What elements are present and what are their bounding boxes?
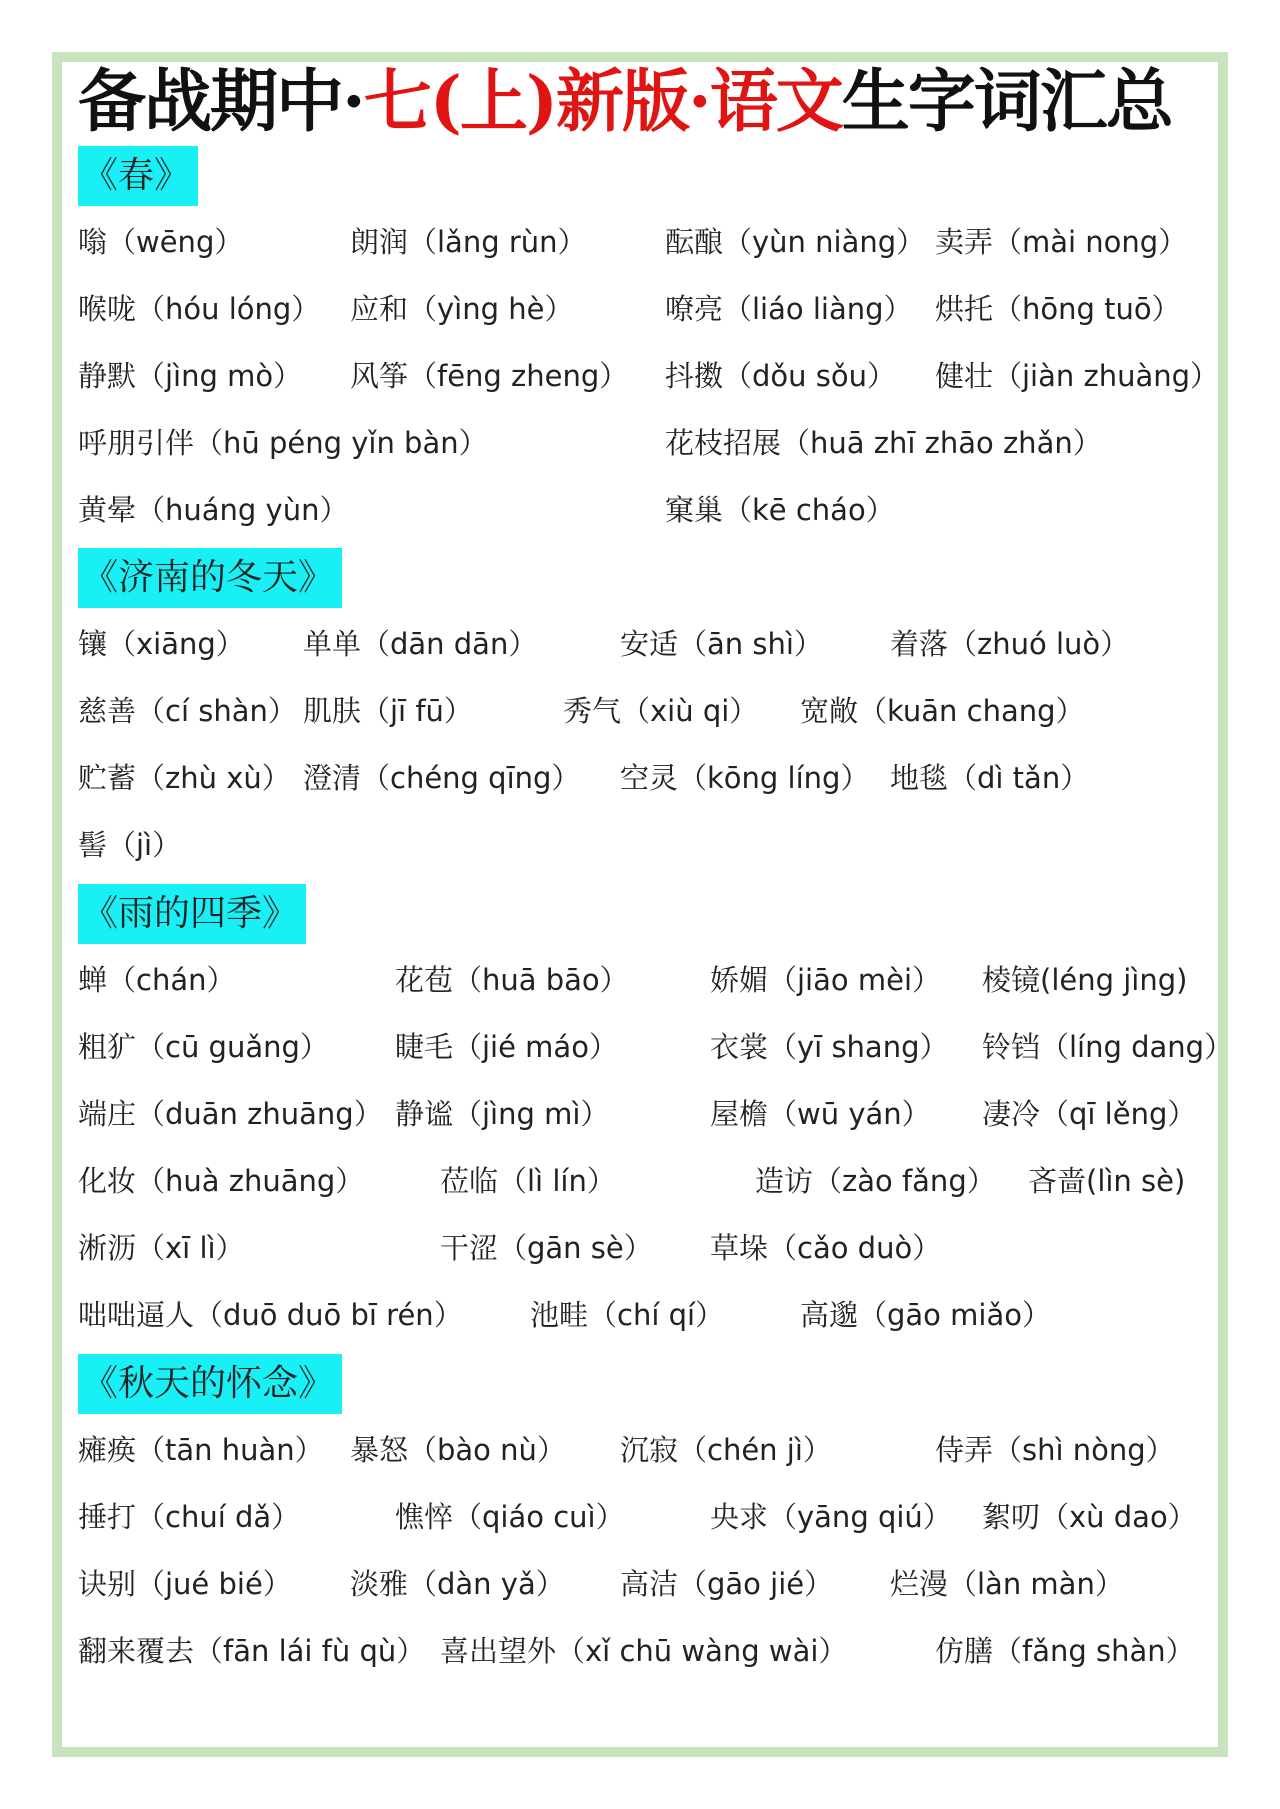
vocab-item: 莅临（lì lín）	[440, 1164, 616, 1198]
vocab-item: 吝啬(lìn sè)	[1028, 1164, 1186, 1198]
vocab-item: 抖擞（dǒu sǒu）	[665, 359, 896, 393]
vocab-item: 仿膳（fǎng shàn）	[935, 1634, 1195, 1668]
vocab-item: 高邈（gāo miǎo）	[800, 1298, 1051, 1332]
vocab-item: 化妆（huà zhuāng）	[78, 1164, 365, 1198]
section-heading-spring: 《春》	[78, 146, 198, 206]
vocab-item: 衣裳（yī shang）	[710, 1030, 949, 1064]
vocab-item: 淅沥（xī lì）	[78, 1231, 245, 1265]
vocab-item: 屋檐（wū yán）	[710, 1097, 931, 1131]
vocab-item: 造访（zào fǎng）	[755, 1164, 996, 1198]
vocab-item: 朗润（lǎng rùn）	[350, 225, 587, 259]
vocab-item: 健壮（jiàn zhuàng）	[935, 359, 1220, 393]
title-part-3: 生字词汇总	[841, 62, 1172, 142]
vocab-item: 翻来覆去（fān lái fù qù）	[78, 1634, 426, 1668]
vocab-item: 秀气（xiù qi）	[563, 694, 759, 728]
vocab-item: 着落（zhuó luò）	[890, 627, 1130, 661]
vocab-item: 窠巢（kē cháo）	[665, 493, 895, 527]
section-heading-four-seasons-rain: 《雨的四季》	[78, 884, 306, 944]
vocab-item: 卖弄（mài nong）	[935, 225, 1188, 259]
vocab-item: 宽敞（kuān chang）	[800, 694, 1085, 728]
vocab-item: 捶打（chuí dǎ）	[78, 1500, 301, 1534]
vocab-item: 花苞（huā bāo）	[395, 963, 629, 997]
vocab-item: 烘托（hōng tuō）	[935, 292, 1181, 326]
vocab-item: 侍弄（shì nòng）	[935, 1433, 1175, 1467]
vocab-item: 澄清（chéng qīng）	[303, 761, 581, 795]
vocab-item: 喜出望外（xǐ chū wàng wài）	[440, 1634, 848, 1668]
vocab-item: 肌肤（jī fū）	[303, 694, 473, 728]
vocab-item: 粗犷（cū guǎng）	[78, 1030, 329, 1064]
vocab-item: 单单（dān dān）	[303, 627, 538, 661]
vocab-item: 央求（yāng qiú）	[710, 1500, 952, 1534]
vocab-item: 棱镜(léng jìng)	[982, 963, 1188, 997]
vocab-item: 慈善（cí shàn）	[78, 694, 297, 728]
vocab-item: 瘫痪（tān huàn）	[78, 1433, 324, 1467]
title-part-2: 七(上)新版·语文	[363, 62, 842, 142]
vocab-item: 镶（xiāng）	[78, 627, 245, 661]
vocab-item: 风筝（fēng zheng）	[350, 359, 629, 393]
vocab-item: 酝酿（yùn niàng）	[665, 225, 926, 259]
vocab-item: 干涩（gān sè）	[440, 1231, 653, 1265]
vocab-item: 沉寂（chén jì）	[620, 1433, 832, 1467]
vocab-item: 蝉（chán）	[78, 963, 236, 997]
vocab-item: 咄咄逼人（duō duō bī rén）	[78, 1298, 463, 1332]
vocab-item: 空灵（kōng líng）	[620, 761, 870, 795]
vocab-item: 草垛（cǎo duò）	[710, 1231, 942, 1265]
vocab-item: 静默（jìng mò）	[78, 359, 303, 393]
page-title	[78, 62, 1172, 144]
vocab-item: 暴怒（bào nù）	[350, 1433, 566, 1467]
vocab-item: 淡雅（dàn yǎ）	[350, 1567, 565, 1601]
vocab-item: 地毯（dì tǎn）	[890, 761, 1090, 795]
vocab-item: 花枝招展（huā zhī zhāo zhǎn）	[665, 426, 1102, 460]
vocab-item: 贮蓄（zhù xù）	[78, 761, 291, 795]
vocab-item: 池畦（chí qí）	[530, 1298, 725, 1332]
vocab-item: 诀别（jué bié）	[78, 1567, 292, 1601]
vocab-item: 睫毛（jié máo）	[395, 1030, 618, 1064]
vocab-item: 铃铛（líng dang）	[982, 1030, 1234, 1064]
vocab-item: 凄冷（qī lěng）	[982, 1097, 1197, 1131]
vocab-item: 憔悴（qiáo cuì）	[395, 1500, 625, 1534]
vocab-item: 髻（jì）	[78, 828, 182, 862]
section-heading-autumn-memory: 《秋天的怀念》	[78, 1354, 342, 1414]
vocab-item: 烂漫（làn màn）	[890, 1567, 1124, 1601]
vocab-item: 应和（yìng hè）	[350, 292, 574, 326]
vocab-item: 端庄（duān zhuāng）	[78, 1097, 383, 1131]
vocab-item: 嘹亮（liáo liàng）	[665, 292, 913, 326]
vocab-item: 嗡（wēng）	[78, 225, 244, 259]
section-heading-jinan-winter: 《济南的冬天》	[78, 548, 342, 608]
vocab-item: 娇媚（jiāo mèi）	[710, 963, 941, 997]
title-part-1: 备战期中·	[78, 62, 364, 142]
vocab-item: 高洁（gāo jié）	[620, 1567, 834, 1601]
vocab-item: 絮叨（xù dao）	[982, 1500, 1197, 1534]
vocab-item: 安适（ān shì）	[620, 627, 823, 661]
vocab-item: 呼朋引伴（hū péng yǐn bàn）	[78, 426, 488, 460]
vocab-item: 黄晕（huáng yùn）	[78, 493, 349, 527]
vocab-item: 喉咙（hóu lóng）	[78, 292, 321, 326]
vocab-item: 静谧（jìng mì）	[395, 1097, 610, 1131]
